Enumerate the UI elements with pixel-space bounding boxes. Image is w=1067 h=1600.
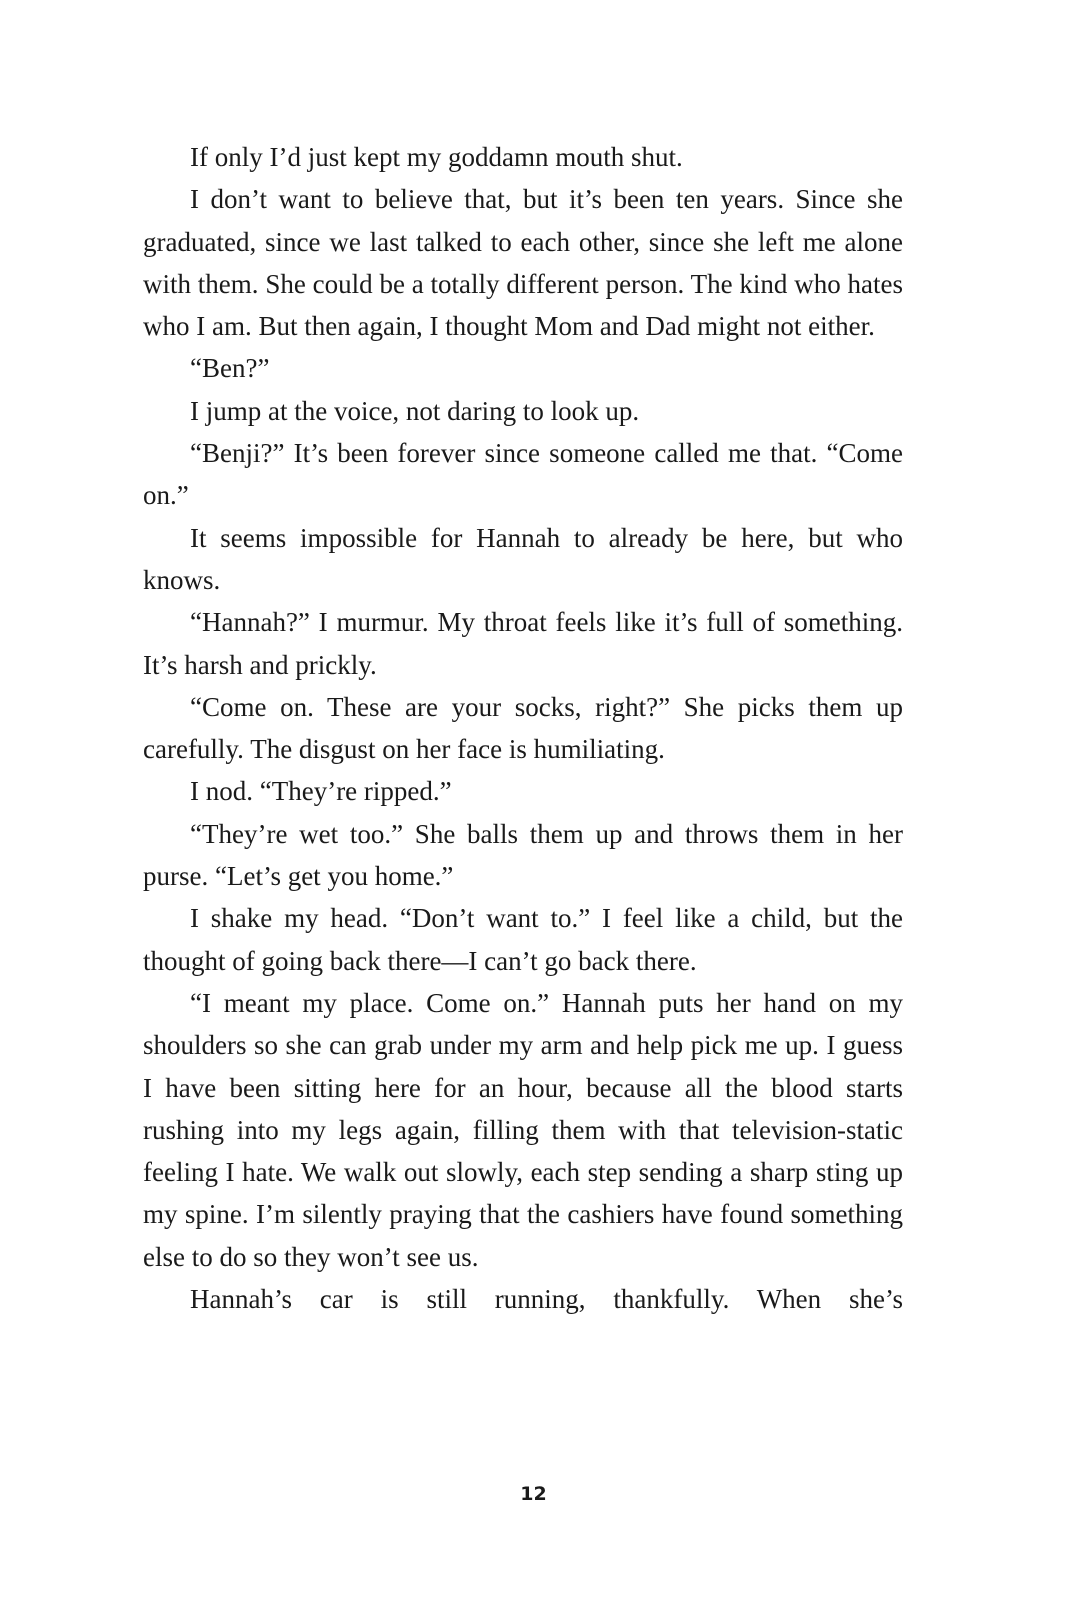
page-number: 12 (520, 1483, 547, 1505)
paragraph: “They’re wet too.” She balls them up and throws them in her purse. “Let’s get you home.” (143, 818, 903, 892)
paragraph: It seems impossible for Hannah to already be here, but who knows. (143, 522, 903, 595)
paragraph: “Benji?” It’s been forever since someone called me that. “Come on.” (143, 438, 903, 511)
paragraph: “Come on. These are your socks, right?” She picks them up carefully. The disgust on her face is humiliating. (143, 691, 903, 765)
body-text (143, 136, 903, 1320)
paragraph: I nod. “They’re ripped.” (190, 776, 452, 807)
paragraph: I jump at the voice, not daring to look up. (190, 395, 640, 426)
paragraph: “Ben?” (190, 353, 270, 384)
paragraph: “I meant my place. Come on.” Hannah puts her hand on my shoulders so she can grab under my arm and help pick me up. I guess I have been sitting here for an hour, because all the blood starts rushing into my legs again, filling them with that television-static feeling I hate. We walk out slowly, each step sending a sharp sting up my spine. I’m silently praying that the cashiers have found something else to do so they won’t see us. (143, 987, 903, 1272)
paragraph: If only I’d just kept my goddamn mouth shut. (190, 142, 683, 172)
paragraph: “Hannah?” I murmur. My throat feels like it’s full of something. It’s harsh and prickly. (143, 607, 903, 680)
paragraph: Hannah’s car is still running, thankfully. When she’s (190, 1284, 903, 1315)
paragraph: I don’t want to believe that, but it’s been ten years. Since she graduated, since we last talked to each other, since she left me alone with them. She could be a totally different person. The kind who hates who I am. But then again, I thought Mom and Dad might not either. (143, 184, 903, 342)
paragraph: I shake my head. “Don’t want to.” I feel like a child, but the thought of going back there—I can’t go back there. (143, 903, 903, 976)
